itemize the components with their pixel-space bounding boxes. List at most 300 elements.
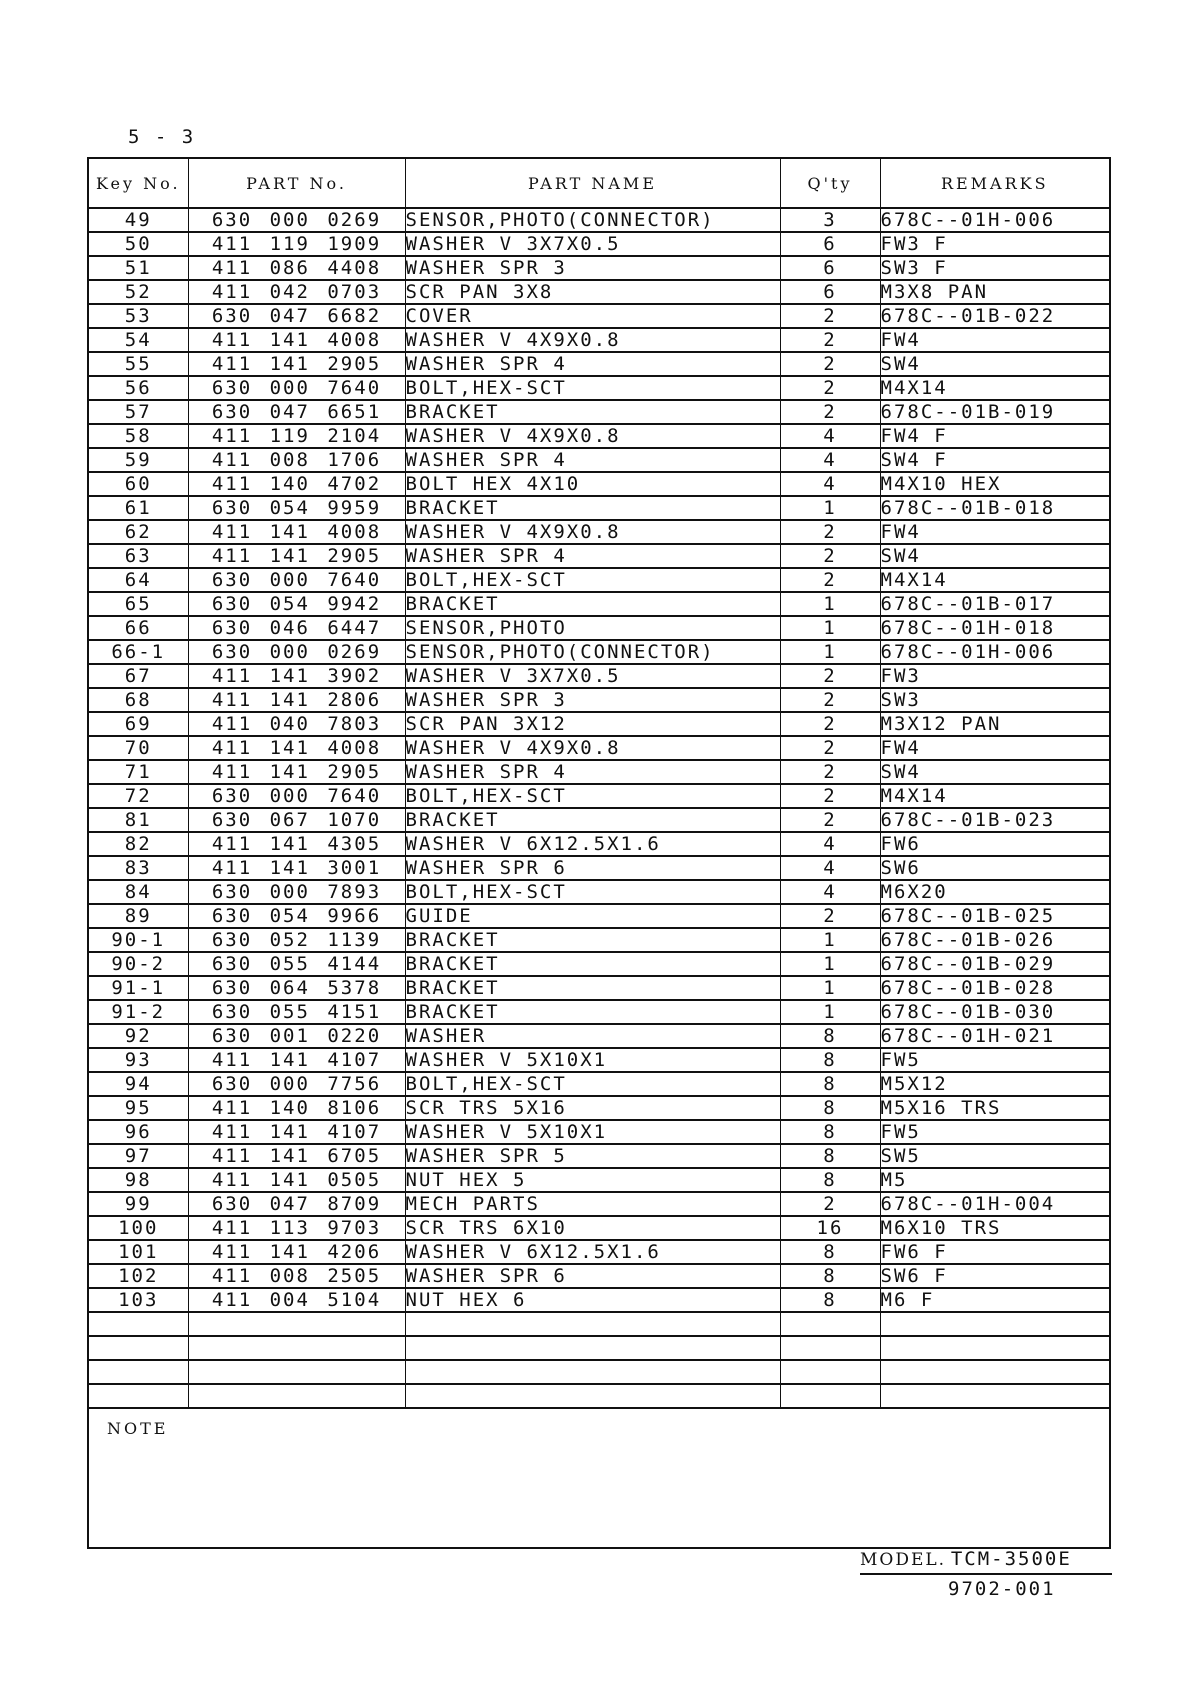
qty-cell: 1 bbox=[780, 496, 880, 520]
part-name-cell: WASHER SPR 4 bbox=[405, 544, 780, 568]
part-name-cell: BRACKET bbox=[405, 592, 780, 616]
empty-table-row bbox=[89, 1384, 1109, 1408]
part-no-cell: 630 054 9959 bbox=[188, 496, 405, 520]
remarks-cell: M3X12 PAN bbox=[880, 712, 1109, 736]
key-no-cell: 70 bbox=[89, 736, 188, 760]
remarks-cell: 678C--01H-006 bbox=[880, 640, 1109, 664]
remarks-cell: SW4 F bbox=[880, 448, 1109, 472]
remarks-cell: 678C--01B-028 bbox=[880, 976, 1109, 1000]
empty-table-row bbox=[89, 1360, 1109, 1384]
part-no-cell: 630 047 8709 bbox=[188, 1192, 405, 1216]
part-no-cell: 411 141 4107 bbox=[188, 1048, 405, 1072]
table-row bbox=[89, 1048, 1109, 1072]
part-name-cell: WASHER V 3X7X0.5 bbox=[405, 232, 780, 256]
table-row bbox=[89, 736, 1109, 760]
remarks-cell: FW5 bbox=[880, 1120, 1109, 1144]
table-row bbox=[89, 424, 1109, 448]
empty-part-no-cell bbox=[188, 1384, 405, 1408]
empty-qty-cell bbox=[780, 1360, 880, 1384]
table-header-row bbox=[89, 159, 1109, 208]
part-name-cell: SCR TRS 5X16 bbox=[405, 1096, 780, 1120]
part-no-cell: 630 055 4144 bbox=[188, 952, 405, 976]
table-row bbox=[89, 832, 1109, 856]
key-no-cell: 66 bbox=[89, 616, 188, 640]
remarks-cell: M4X14 bbox=[880, 568, 1109, 592]
remarks-cell: FW6 F bbox=[880, 1240, 1109, 1264]
table-row bbox=[89, 1072, 1109, 1096]
part-no-cell: 630 064 5378 bbox=[188, 976, 405, 1000]
key-no-cell: 93 bbox=[89, 1048, 188, 1072]
part-no-cell: 411 008 1706 bbox=[188, 448, 405, 472]
qty-cell: 4 bbox=[780, 856, 880, 880]
key-no-cell: 84 bbox=[89, 880, 188, 904]
empty-table-row bbox=[89, 1312, 1109, 1336]
table-row bbox=[89, 496, 1109, 520]
qty-cell: 2 bbox=[780, 808, 880, 832]
remarks-cell: 678C--01B-029 bbox=[880, 952, 1109, 976]
qty-cell: 2 bbox=[780, 544, 880, 568]
qty-cell: 3 bbox=[780, 208, 880, 232]
remarks-cell: 678C--01B-025 bbox=[880, 904, 1109, 928]
table-row bbox=[89, 208, 1109, 232]
key-no-cell: 96 bbox=[89, 1120, 188, 1144]
table-row bbox=[89, 544, 1109, 568]
key-no-cell: 90-1 bbox=[89, 928, 188, 952]
part-name-cell: COVER bbox=[405, 304, 780, 328]
qty-cell: 1 bbox=[780, 976, 880, 1000]
qty-cell: 2 bbox=[780, 400, 880, 424]
remarks-cell: M5 bbox=[880, 1168, 1109, 1192]
part-name-cell: BRACKET bbox=[405, 496, 780, 520]
key-no-cell: 57 bbox=[89, 400, 188, 424]
part-no-cell: 411 141 4008 bbox=[188, 328, 405, 352]
part-name-cell: BOLT HEX 4X10 bbox=[405, 472, 780, 496]
remarks-cell: SW6 F bbox=[880, 1264, 1109, 1288]
part-name-cell: WASHER V 6X12.5X1.6 bbox=[405, 1240, 780, 1264]
qty-cell: 8 bbox=[780, 1120, 880, 1144]
part-no-cell: 411 141 2905 bbox=[188, 760, 405, 784]
qty-cell: 2 bbox=[780, 784, 880, 808]
part-no-cell: 630 067 1070 bbox=[188, 808, 405, 832]
empty-part-no-cell bbox=[188, 1312, 405, 1336]
part-no-cell: 411 140 8106 bbox=[188, 1096, 405, 1120]
part-name-cell: WASHER SPR 6 bbox=[405, 1264, 780, 1288]
note-label: NOTE bbox=[107, 1419, 169, 1438]
key-no-cell: 100 bbox=[89, 1216, 188, 1240]
part-name-cell: SCR TRS 6X10 bbox=[405, 1216, 780, 1240]
qty-cell: 1 bbox=[780, 592, 880, 616]
key-no-cell: 52 bbox=[89, 280, 188, 304]
model-label: MODEL. bbox=[860, 1550, 947, 1570]
empty-part-no-cell bbox=[188, 1360, 405, 1384]
part-no-cell: 630 001 0220 bbox=[188, 1024, 405, 1048]
remarks-cell: SW3 bbox=[880, 688, 1109, 712]
qty-cell: 8 bbox=[780, 1264, 880, 1288]
part-no-cell: 411 141 0505 bbox=[188, 1168, 405, 1192]
part-no-cell: 411 140 4702 bbox=[188, 472, 405, 496]
qty-cell: 4 bbox=[780, 832, 880, 856]
remarks-cell: M4X10 HEX bbox=[880, 472, 1109, 496]
part-no-cell: 411 141 4008 bbox=[188, 520, 405, 544]
table-row bbox=[89, 256, 1109, 280]
empty-part-name-cell bbox=[405, 1360, 780, 1384]
table-row bbox=[89, 976, 1109, 1000]
qty-cell: 8 bbox=[780, 1288, 880, 1312]
remarks-cell: M5X12 bbox=[880, 1072, 1109, 1096]
part-no-cell: 630 000 7893 bbox=[188, 880, 405, 904]
table-row bbox=[89, 1144, 1109, 1168]
part-no-cell: 630 052 1139 bbox=[188, 928, 405, 952]
key-no-cell: 89 bbox=[89, 904, 188, 928]
part-name-cell: SENSOR,PHOTO(CONNECTOR) bbox=[405, 640, 780, 664]
remarks-cell: SW4 bbox=[880, 352, 1109, 376]
part-no-cell: 411 141 2905 bbox=[188, 544, 405, 568]
qty-cell: 6 bbox=[780, 232, 880, 256]
part-name-cell: WASHER V 6X12.5X1.6 bbox=[405, 832, 780, 856]
remarks-cell: 678C--01B-030 bbox=[880, 1000, 1109, 1024]
part-no-cell: 630 000 7640 bbox=[188, 568, 405, 592]
qty-cell: 1 bbox=[780, 952, 880, 976]
remarks-cell: 678C--01B-018 bbox=[880, 496, 1109, 520]
part-name-cell: BOLT,HEX-SCT bbox=[405, 376, 780, 400]
table-row bbox=[89, 376, 1109, 400]
document-number: 9702-001 bbox=[948, 1578, 1056, 1600]
key-no-cell: 63 bbox=[89, 544, 188, 568]
part-name-cell: BRACKET bbox=[405, 952, 780, 976]
remarks-cell: 678C--01B-026 bbox=[880, 928, 1109, 952]
part-no-cell: 411 141 4107 bbox=[188, 1120, 405, 1144]
empty-remarks-cell bbox=[880, 1336, 1109, 1360]
table-row bbox=[89, 928, 1109, 952]
key-no-cell: 58 bbox=[89, 424, 188, 448]
empty-part-name-cell bbox=[405, 1336, 780, 1360]
part-no-cell: 411 141 2806 bbox=[188, 688, 405, 712]
part-no-cell: 411 113 9703 bbox=[188, 1216, 405, 1240]
header-part-no: PART No. bbox=[188, 159, 405, 208]
part-no-cell: 411 141 3902 bbox=[188, 664, 405, 688]
note-box bbox=[89, 1409, 1109, 1547]
table-row bbox=[89, 1000, 1109, 1024]
key-no-cell: 102 bbox=[89, 1264, 188, 1288]
part-name-cell: WASHER V 4X9X0.8 bbox=[405, 736, 780, 760]
qty-cell: 2 bbox=[780, 304, 880, 328]
key-no-cell: 61 bbox=[89, 496, 188, 520]
part-name-cell: BRACKET bbox=[405, 400, 780, 424]
remarks-cell: FW4 bbox=[880, 328, 1109, 352]
key-no-cell: 54 bbox=[89, 328, 188, 352]
qty-cell: 2 bbox=[780, 712, 880, 736]
remarks-cell: 678C--01B-023 bbox=[880, 808, 1109, 832]
part-name-cell: GUIDE bbox=[405, 904, 780, 928]
empty-key-no-cell bbox=[89, 1312, 188, 1336]
key-no-cell: 60 bbox=[89, 472, 188, 496]
part-no-cell: 411 119 1909 bbox=[188, 232, 405, 256]
key-no-cell: 68 bbox=[89, 688, 188, 712]
remarks-cell: 678C--01B-017 bbox=[880, 592, 1109, 616]
table-row bbox=[89, 1240, 1109, 1264]
part-name-cell: BRACKET bbox=[405, 928, 780, 952]
qty-cell: 1 bbox=[780, 928, 880, 952]
qty-cell: 2 bbox=[780, 328, 880, 352]
empty-qty-cell bbox=[780, 1336, 880, 1360]
part-no-cell: 630 046 6447 bbox=[188, 616, 405, 640]
table-row bbox=[89, 784, 1109, 808]
qty-cell: 2 bbox=[780, 568, 880, 592]
part-name-cell: NUT HEX 5 bbox=[405, 1168, 780, 1192]
qty-cell: 2 bbox=[780, 664, 880, 688]
key-no-cell: 69 bbox=[89, 712, 188, 736]
table-row bbox=[89, 592, 1109, 616]
part-name-cell: BOLT,HEX-SCT bbox=[405, 1072, 780, 1096]
remarks-cell: 678C--01H-006 bbox=[880, 208, 1109, 232]
empty-remarks-cell bbox=[880, 1384, 1109, 1408]
key-no-cell: 91-2 bbox=[89, 1000, 188, 1024]
remarks-cell: 678C--01B-019 bbox=[880, 400, 1109, 424]
table-row bbox=[89, 1192, 1109, 1216]
key-no-cell: 101 bbox=[89, 1240, 188, 1264]
part-name-cell: WASHER V 5X10X1 bbox=[405, 1048, 780, 1072]
remarks-cell: FW3 bbox=[880, 664, 1109, 688]
key-no-cell: 67 bbox=[89, 664, 188, 688]
parts-table-body bbox=[89, 208, 1109, 1408]
table-row bbox=[89, 1264, 1109, 1288]
part-name-cell: BRACKET bbox=[405, 1000, 780, 1024]
qty-cell: 2 bbox=[780, 688, 880, 712]
key-no-cell: 99 bbox=[89, 1192, 188, 1216]
part-name-cell: BRACKET bbox=[405, 808, 780, 832]
table-row bbox=[89, 472, 1109, 496]
table-row bbox=[89, 520, 1109, 544]
part-name-cell: WASHER SPR 4 bbox=[405, 352, 780, 376]
qty-cell: 8 bbox=[780, 1072, 880, 1096]
part-name-cell: WASHER SPR 6 bbox=[405, 856, 780, 880]
part-no-cell: 411 040 7803 bbox=[188, 712, 405, 736]
parts-list-sheet bbox=[87, 157, 1111, 1549]
qty-cell: 4 bbox=[780, 880, 880, 904]
table-row bbox=[89, 328, 1109, 352]
part-no-cell: 411 119 2104 bbox=[188, 424, 405, 448]
part-name-cell: BRACKET bbox=[405, 976, 780, 1000]
part-no-cell: 411 141 2905 bbox=[188, 352, 405, 376]
table-row bbox=[89, 1120, 1109, 1144]
page-label: 5 - 3 bbox=[128, 126, 196, 148]
part-name-cell: SCR PAN 3X12 bbox=[405, 712, 780, 736]
part-name-cell: BOLT,HEX-SCT bbox=[405, 568, 780, 592]
key-no-cell: 72 bbox=[89, 784, 188, 808]
part-name-cell: SCR PAN 3X8 bbox=[405, 280, 780, 304]
qty-cell: 8 bbox=[780, 1024, 880, 1048]
empty-table-row bbox=[89, 1336, 1109, 1360]
key-no-cell: 65 bbox=[89, 592, 188, 616]
key-no-cell: 62 bbox=[89, 520, 188, 544]
part-no-cell: 411 008 2505 bbox=[188, 1264, 405, 1288]
part-name-cell: WASHER SPR 3 bbox=[405, 688, 780, 712]
qty-cell: 8 bbox=[780, 1048, 880, 1072]
model-value: TCM-3500E bbox=[950, 1548, 1072, 1570]
key-no-cell: 97 bbox=[89, 1144, 188, 1168]
table-row bbox=[89, 1168, 1109, 1192]
key-no-cell: 90-2 bbox=[89, 952, 188, 976]
part-no-cell: 630 000 7756 bbox=[188, 1072, 405, 1096]
qty-cell: 2 bbox=[780, 904, 880, 928]
table-row bbox=[89, 712, 1109, 736]
qty-cell: 1 bbox=[780, 1000, 880, 1024]
qty-cell: 4 bbox=[780, 424, 880, 448]
empty-key-no-cell bbox=[89, 1384, 188, 1408]
part-no-cell: 411 086 4408 bbox=[188, 256, 405, 280]
remarks-cell: SW6 bbox=[880, 856, 1109, 880]
qty-cell: 4 bbox=[780, 448, 880, 472]
key-no-cell: 83 bbox=[89, 856, 188, 880]
part-no-cell: 630 000 0269 bbox=[188, 208, 405, 232]
table-row bbox=[89, 1024, 1109, 1048]
header-qty: Q'ty bbox=[780, 159, 880, 208]
qty-cell: 8 bbox=[780, 1096, 880, 1120]
header-remarks: REMARKS bbox=[880, 159, 1109, 208]
key-no-cell: 55 bbox=[89, 352, 188, 376]
qty-cell: 2 bbox=[780, 376, 880, 400]
empty-key-no-cell bbox=[89, 1360, 188, 1384]
table-row bbox=[89, 808, 1109, 832]
part-name-cell: MECH PARTS bbox=[405, 1192, 780, 1216]
qty-cell: 2 bbox=[780, 736, 880, 760]
table-row bbox=[89, 904, 1109, 928]
remarks-cell: SW4 bbox=[880, 544, 1109, 568]
key-no-cell: 56 bbox=[89, 376, 188, 400]
key-no-cell: 71 bbox=[89, 760, 188, 784]
empty-remarks-cell bbox=[880, 1312, 1109, 1336]
part-no-cell: 411 141 4008 bbox=[188, 736, 405, 760]
qty-cell: 2 bbox=[780, 760, 880, 784]
table-row bbox=[89, 1096, 1109, 1120]
remarks-cell: M5X16 TRS bbox=[880, 1096, 1109, 1120]
part-name-cell: WASHER V 4X9X0.8 bbox=[405, 328, 780, 352]
key-no-cell: 50 bbox=[89, 232, 188, 256]
part-no-cell: 630 055 4151 bbox=[188, 1000, 405, 1024]
key-no-cell: 51 bbox=[89, 256, 188, 280]
part-no-cell: 630 054 9966 bbox=[188, 904, 405, 928]
key-no-cell: 64 bbox=[89, 568, 188, 592]
qty-cell: 2 bbox=[780, 352, 880, 376]
header-part-name: PART NAME bbox=[405, 159, 780, 208]
part-no-cell: 411 004 5104 bbox=[188, 1288, 405, 1312]
empty-qty-cell bbox=[780, 1384, 880, 1408]
remarks-cell: M6X20 bbox=[880, 880, 1109, 904]
key-no-cell: 94 bbox=[89, 1072, 188, 1096]
remarks-cell: M6X10 TRS bbox=[880, 1216, 1109, 1240]
qty-cell: 1 bbox=[780, 616, 880, 640]
part-name-cell: SENSOR,PHOTO(CONNECTOR) bbox=[405, 208, 780, 232]
table-row bbox=[89, 880, 1109, 904]
empty-part-name-cell bbox=[405, 1312, 780, 1336]
remarks-cell: M6 F bbox=[880, 1288, 1109, 1312]
table-row bbox=[89, 352, 1109, 376]
remarks-cell: SW3 F bbox=[880, 256, 1109, 280]
qty-cell: 2 bbox=[780, 520, 880, 544]
qty-cell: 8 bbox=[780, 1240, 880, 1264]
remarks-cell: SW5 bbox=[880, 1144, 1109, 1168]
part-no-cell: 630 000 7640 bbox=[188, 376, 405, 400]
part-name-cell: WASHER bbox=[405, 1024, 780, 1048]
key-no-cell: 92 bbox=[89, 1024, 188, 1048]
key-no-cell: 91-1 bbox=[89, 976, 188, 1000]
part-no-cell: 411 042 0703 bbox=[188, 280, 405, 304]
remarks-cell: SW4 bbox=[880, 760, 1109, 784]
part-name-cell: WASHER SPR 5 bbox=[405, 1144, 780, 1168]
part-no-cell: 411 141 6705 bbox=[188, 1144, 405, 1168]
empty-qty-cell bbox=[780, 1312, 880, 1336]
part-no-cell: 411 141 3001 bbox=[188, 856, 405, 880]
part-name-cell: BOLT,HEX-SCT bbox=[405, 880, 780, 904]
qty-cell: 6 bbox=[780, 280, 880, 304]
empty-part-name-cell bbox=[405, 1384, 780, 1408]
key-no-cell: 81 bbox=[89, 808, 188, 832]
part-no-cell: 630 047 6682 bbox=[188, 304, 405, 328]
table-row bbox=[89, 1216, 1109, 1240]
part-name-cell: SENSOR,PHOTO bbox=[405, 616, 780, 640]
key-no-cell: 82 bbox=[89, 832, 188, 856]
part-name-cell: WASHER V 3X7X0.5 bbox=[405, 664, 780, 688]
table-row bbox=[89, 640, 1109, 664]
table-row bbox=[89, 1288, 1109, 1312]
qty-cell: 1 bbox=[780, 640, 880, 664]
remarks-cell: 678C--01B-022 bbox=[880, 304, 1109, 328]
remarks-cell: M3X8 PAN bbox=[880, 280, 1109, 304]
table-row bbox=[89, 616, 1109, 640]
key-no-cell: 95 bbox=[89, 1096, 188, 1120]
remarks-cell: 678C--01H-018 bbox=[880, 616, 1109, 640]
table-row bbox=[89, 856, 1109, 880]
table-row bbox=[89, 448, 1109, 472]
parts-table bbox=[89, 159, 1109, 1409]
qty-cell: 16 bbox=[780, 1216, 880, 1240]
part-name-cell: NUT HEX 6 bbox=[405, 1288, 780, 1312]
remarks-cell: FW6 bbox=[880, 832, 1109, 856]
empty-remarks-cell bbox=[880, 1360, 1109, 1384]
part-no-cell: 411 141 4206 bbox=[188, 1240, 405, 1264]
remarks-cell: FW5 bbox=[880, 1048, 1109, 1072]
part-no-cell: 411 141 4305 bbox=[188, 832, 405, 856]
key-no-cell: 103 bbox=[89, 1288, 188, 1312]
table-row bbox=[89, 952, 1109, 976]
remarks-cell: 678C--01H-004 bbox=[880, 1192, 1109, 1216]
table-row bbox=[89, 688, 1109, 712]
part-no-cell: 630 054 9942 bbox=[188, 592, 405, 616]
qty-cell: 8 bbox=[780, 1144, 880, 1168]
qty-cell: 6 bbox=[780, 256, 880, 280]
empty-key-no-cell bbox=[89, 1336, 188, 1360]
remarks-cell: FW4 bbox=[880, 736, 1109, 760]
part-no-cell: 630 047 6651 bbox=[188, 400, 405, 424]
part-name-cell: WASHER SPR 4 bbox=[405, 448, 780, 472]
remarks-cell: 678C--01H-021 bbox=[880, 1024, 1109, 1048]
table-row bbox=[89, 400, 1109, 424]
qty-cell: 2 bbox=[780, 1192, 880, 1216]
part-name-cell: BOLT,HEX-SCT bbox=[405, 784, 780, 808]
table-row bbox=[89, 280, 1109, 304]
key-no-cell: 98 bbox=[89, 1168, 188, 1192]
table-row bbox=[89, 568, 1109, 592]
qty-cell: 8 bbox=[780, 1168, 880, 1192]
remarks-cell: FW3 F bbox=[880, 232, 1109, 256]
remarks-cell: M4X14 bbox=[880, 784, 1109, 808]
header-key-no: Key No. bbox=[89, 159, 188, 208]
key-no-cell: 53 bbox=[89, 304, 188, 328]
key-no-cell: 59 bbox=[89, 448, 188, 472]
table-row bbox=[89, 760, 1109, 784]
remarks-cell: FW4 bbox=[880, 520, 1109, 544]
part-no-cell: 630 000 7640 bbox=[188, 784, 405, 808]
